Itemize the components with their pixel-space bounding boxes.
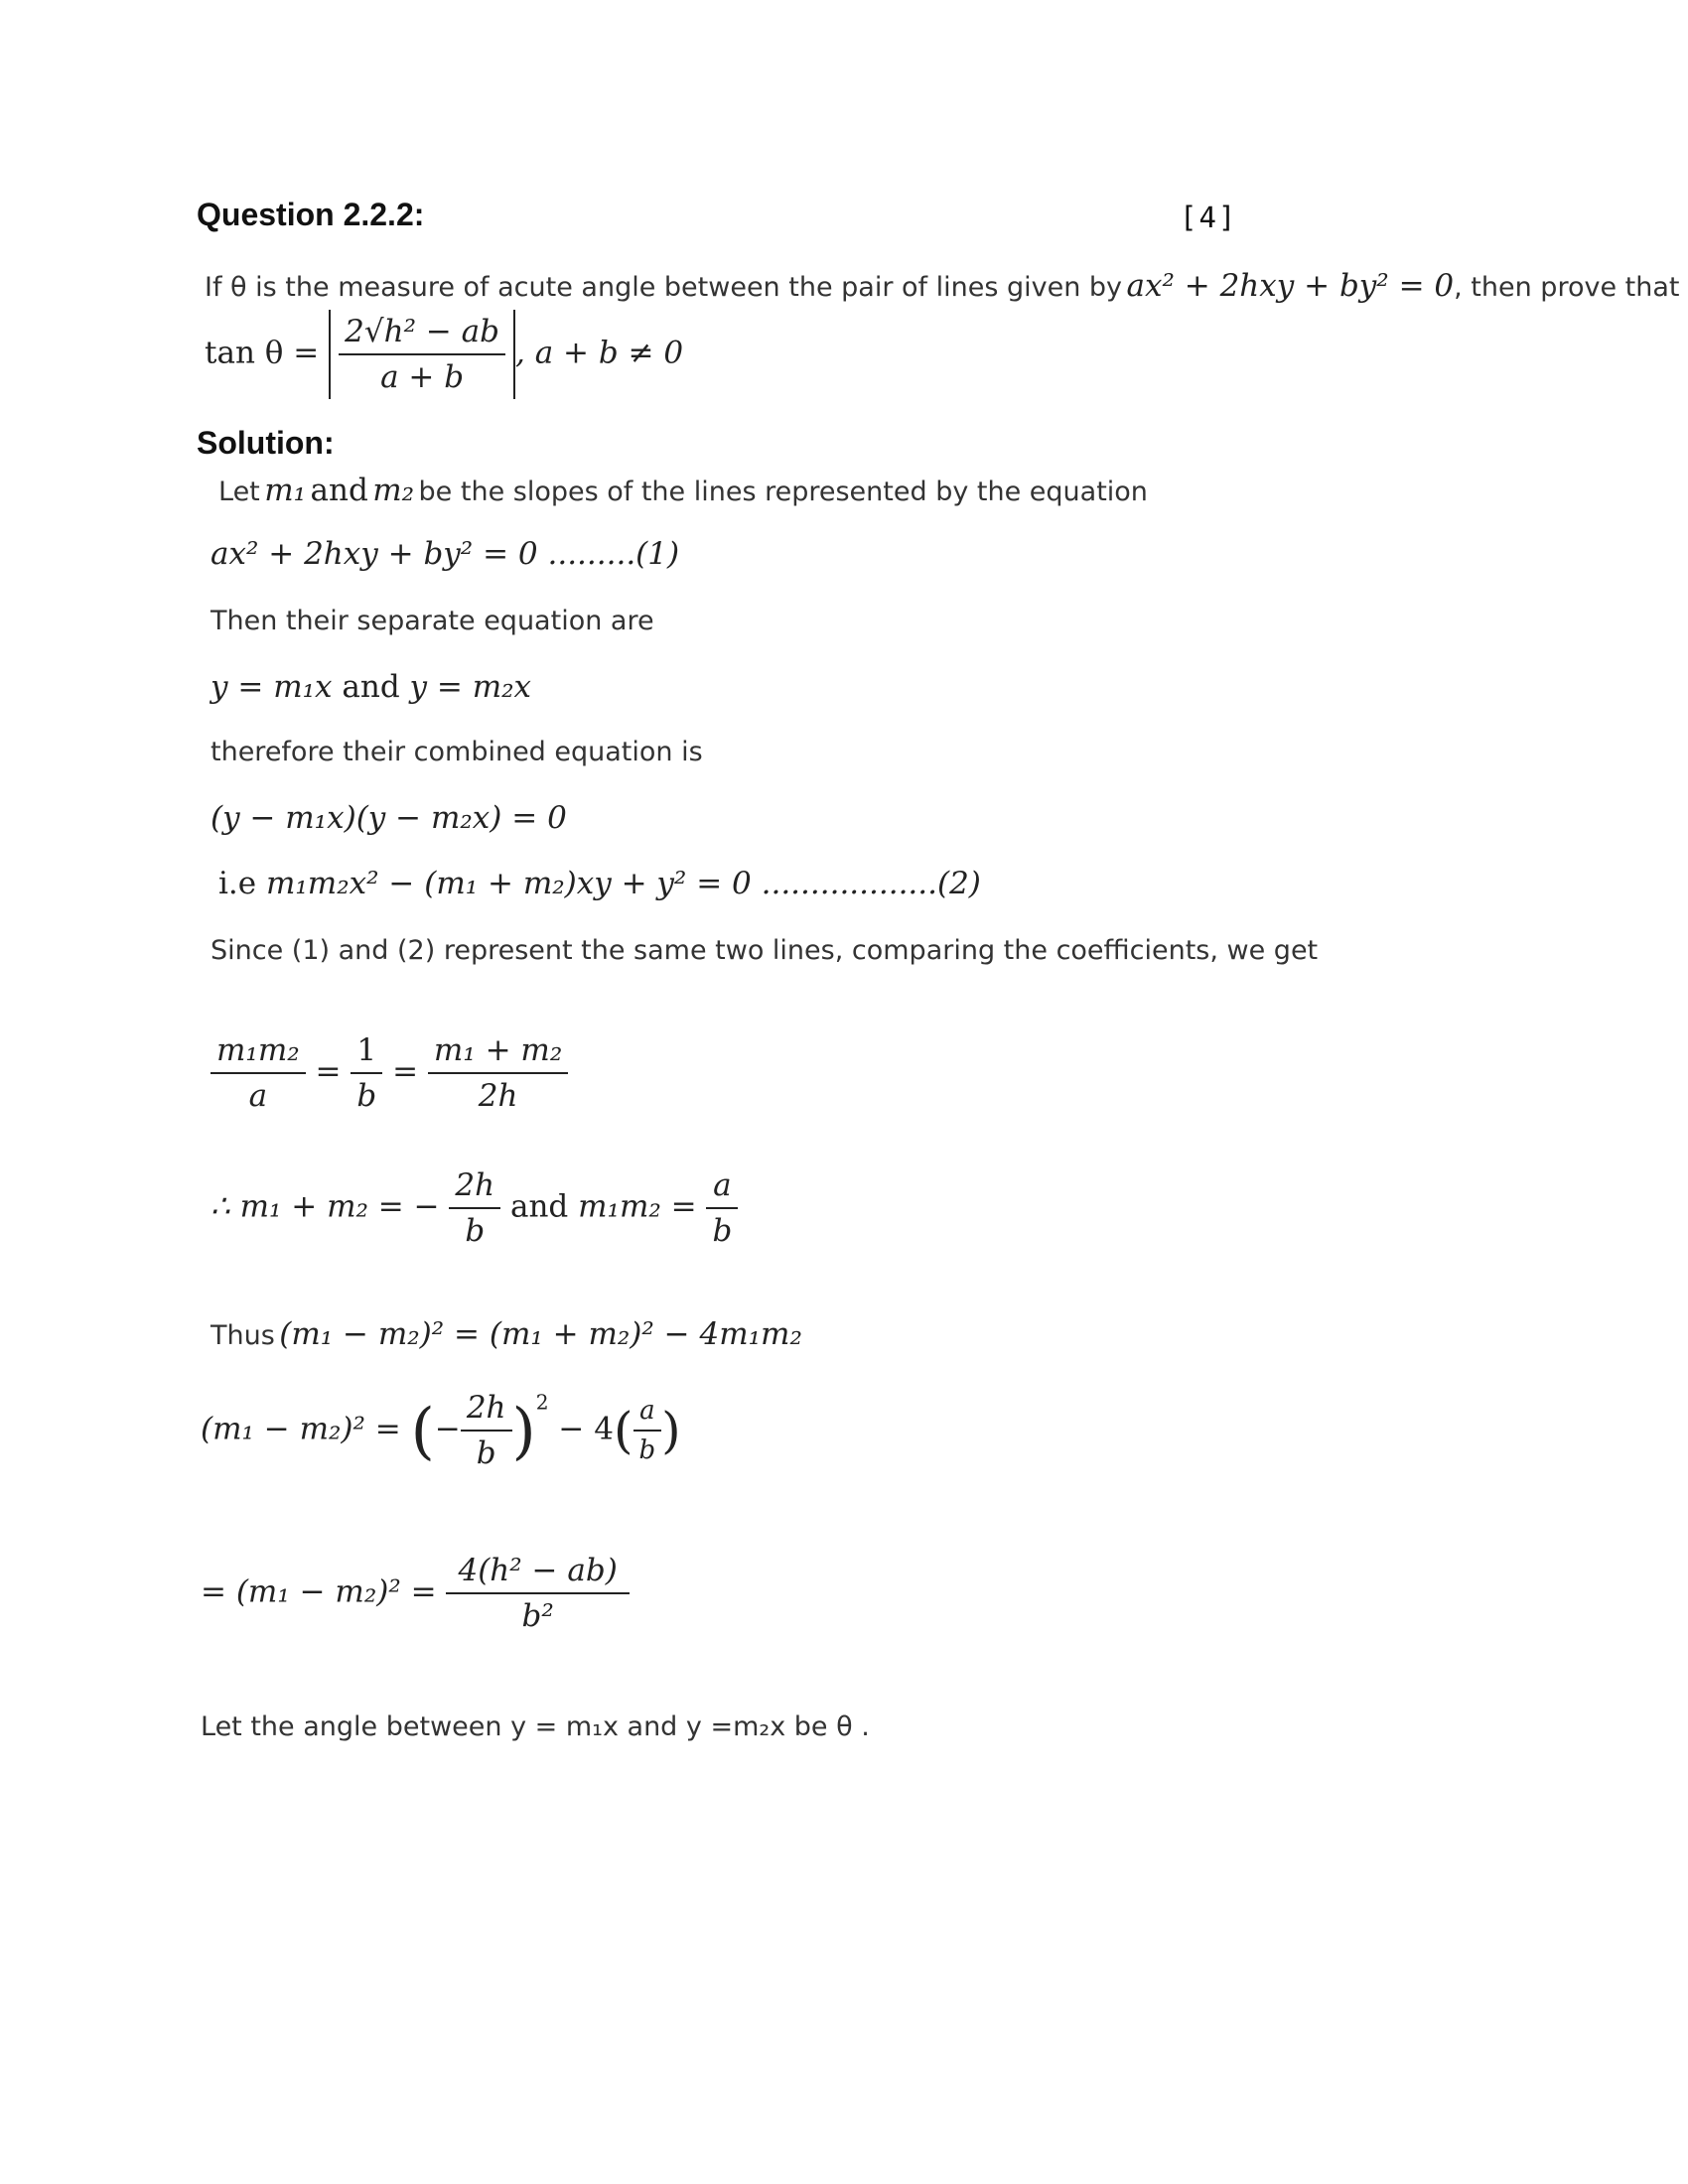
solution-line-angle: Let the angle between y = m₁x and y =m₂x be θ . (201, 1711, 870, 1742)
tan-formula (205, 310, 683, 399)
absolute-value-bars (329, 310, 515, 399)
solution-line-separate: Then their separate equation are (211, 606, 654, 636)
let-word: Let (218, 477, 260, 507)
question-statement (205, 268, 1679, 304)
equals-sign: = (392, 1053, 419, 1090)
fraction-a-over-b (633, 1396, 662, 1465)
right-paren: ) (661, 1402, 681, 1459)
separate-eq-2: y = m₂x (409, 669, 532, 705)
thus-equation: (m₁ − m₂)² = (m₁ + m₂)² − 4m₁m₂ (279, 1316, 802, 1352)
question-marks: [4] (1180, 201, 1238, 234)
fraction-result (446, 1553, 629, 1634)
fraction-a-over-b (706, 1167, 738, 1249)
denominator: b (638, 1435, 656, 1465)
right-paren: ) (511, 1394, 536, 1467)
denominator: b² (521, 1598, 554, 1634)
question-heading: Question 2.2.2: (197, 197, 425, 232)
separate-equations (211, 669, 531, 705)
tan-lhs: tan θ = (205, 335, 320, 371)
m1-symbol: m₁ (264, 473, 307, 508)
left-paren: ( (410, 1394, 435, 1467)
equals-sign: = (315, 1053, 342, 1090)
numerator: m₁m₂ (211, 1032, 306, 1074)
and-word: and (509, 1188, 569, 1225)
thus-word: Thus (211, 1320, 275, 1351)
denominator: a (248, 1078, 268, 1114)
numerator: 2h (461, 1390, 512, 1432)
ie-prefix: i.e (218, 866, 257, 901)
product-lhs: m₁m₂ = (578, 1188, 697, 1225)
sum-product-relations (211, 1167, 738, 1249)
denominator: 2h (478, 1078, 518, 1114)
solution-line-compare: Since (1) and (2) represent the same two lines, comparing the coefficients, we get (211, 935, 1319, 966)
squared-difference-result (201, 1553, 630, 1634)
denominator: b (465, 1213, 486, 1249)
denominator: b (476, 1435, 496, 1471)
and-word: and (310, 473, 368, 508)
numerator: a (706, 1167, 738, 1209)
tan-condition: , a + b ≠ 0 (515, 335, 684, 371)
solution-line-combined: therefore their combined equation is (211, 737, 703, 767)
thus-line (211, 1316, 802, 1352)
denominator: b (356, 1078, 377, 1114)
fraction-2h-over-b (449, 1167, 500, 1249)
statement-equation: ax² + 2hxy + by² = 0 (1126, 268, 1455, 304)
tan-denominator: a + b (380, 359, 465, 395)
minus-four: − 4 (558, 1411, 614, 1447)
let-text: be the slopes of the lines represented by the equation (418, 477, 1148, 507)
separate-and: and (342, 669, 400, 705)
equation-2 (218, 866, 981, 901)
numerator: 4(h² − ab) (446, 1553, 629, 1594)
equation-1: ax² + 2hxy + by² = 0 .........(1) (211, 536, 680, 572)
denominator: b (712, 1213, 733, 1249)
combined-equation: (y − m₁x)(y − m₂x) = 0 (211, 800, 567, 836)
sq-lhs: (m₁ − m₂)² = (201, 1411, 401, 1447)
numerator: 2h (449, 1167, 500, 1209)
squared-difference-substitution (201, 1390, 681, 1471)
solution-line-let (218, 473, 1148, 508)
sum-lhs: ∴ m₁ + m₂ = − (211, 1188, 440, 1225)
fraction-1-over-b (351, 1032, 382, 1114)
res-lhs: = (m₁ − m₂)² = (201, 1573, 437, 1610)
sq-exponent: 2 (535, 1390, 549, 1415)
fraction-2h-over-b (461, 1390, 512, 1471)
comparison-equation (211, 1032, 568, 1114)
tan-fraction (339, 314, 505, 395)
fraction-m1m2-over-a (211, 1032, 306, 1114)
fraction-sum-over-2h (428, 1032, 568, 1114)
numerator: 1 (351, 1032, 382, 1074)
separate-eq-1: y = m₁x (211, 669, 333, 705)
left-paren: ( (613, 1402, 633, 1459)
tan-numerator: 2√h² − ab (339, 314, 505, 355)
m2-symbol: m₂ (372, 473, 415, 508)
sq-neg: − (434, 1411, 461, 1447)
numerator: m₁ + m₂ (428, 1032, 568, 1074)
statement-text-pre: If θ is the measure of acute angle between the pair of lines given by (205, 272, 1123, 303)
numerator: a (633, 1396, 662, 1432)
statement-text-post: , then prove that (1454, 272, 1680, 303)
equation-2-body: m₁m₂x² − (m₁ + m₂)xy + y² = 0 ..................(2) (265, 866, 981, 901)
solution-heading: Solution: (197, 425, 335, 461)
